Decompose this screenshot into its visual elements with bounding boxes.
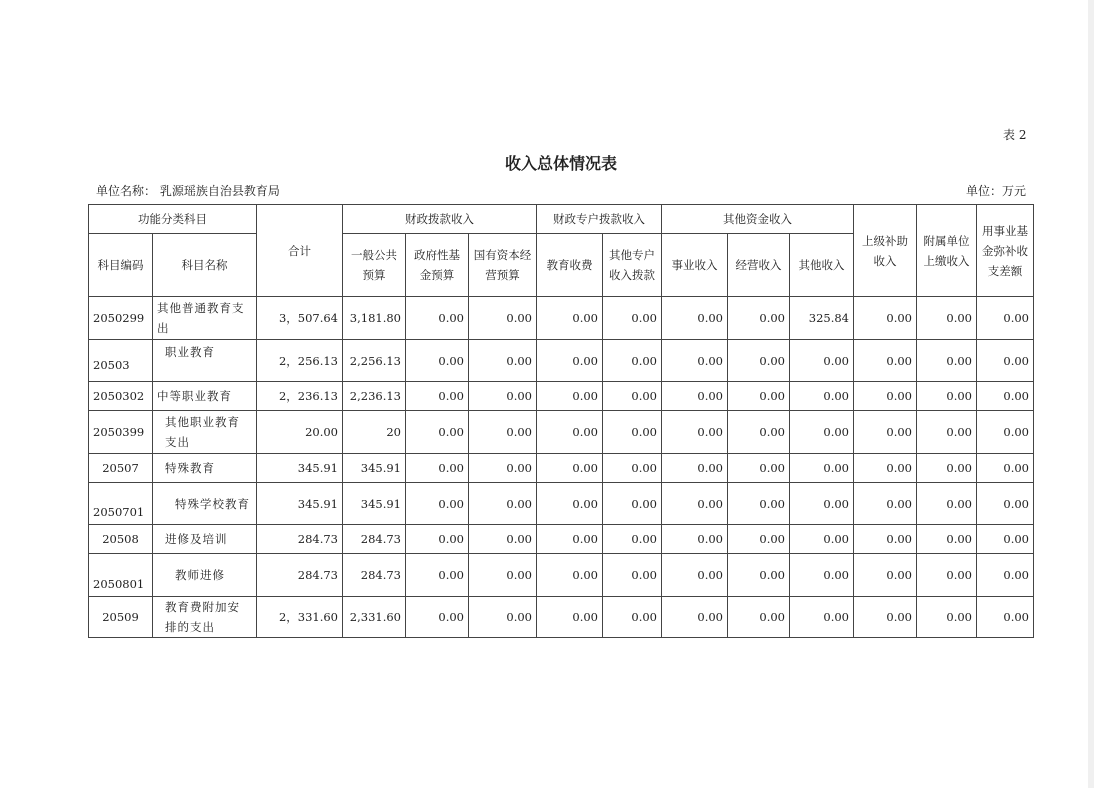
cell-fund-offset: 0.00 — [977, 483, 1034, 525]
cell-business-income: 0.00 — [662, 297, 728, 340]
unit-name-label: 单位名称： — [96, 184, 157, 198]
table-row — [89, 411, 1034, 454]
cell-operating-income: 0.00 — [728, 597, 790, 638]
cell-total: 284.73 — [257, 525, 343, 554]
cell-total: 345.91 — [257, 454, 343, 483]
cell-superior-subsidy: 0.00 — [854, 597, 917, 638]
header-other-income: 其他收入 — [790, 234, 854, 297]
cell-fund-offset: 0.00 — [977, 597, 1034, 638]
header-name: 科目名称 — [153, 234, 257, 297]
cell-other-income: 0.00 — [790, 483, 854, 525]
cell-gov-fund: 0.00 — [406, 454, 469, 483]
header-func-class: 功能分类科目 — [89, 205, 257, 234]
header-general-public: 一般公共预算 — [343, 234, 406, 297]
cell-operating-income: 0.00 — [728, 525, 790, 554]
cell-operating-income: 0.00 — [728, 297, 790, 340]
cell-operating-income: 0.00 — [728, 382, 790, 411]
header-code: 科目编码 — [89, 234, 153, 297]
cell-general-public: 284.73 — [343, 525, 406, 554]
unit-name — [96, 182, 280, 199]
cell-gov-fund: 0.00 — [406, 340, 469, 382]
cell-affiliated-remit: 0.00 — [917, 525, 977, 554]
row-code: 20508 — [89, 525, 153, 554]
header-superior-subsidy: 上级补助收入 — [854, 205, 917, 297]
cell-superior-subsidy: 0.00 — [854, 297, 917, 340]
cell-edu-fee: 0.00 — [537, 454, 603, 483]
header-other-special: 其他专户收入拨款 — [603, 234, 662, 297]
cell-other-income: 0.00 — [790, 525, 854, 554]
cell-gov-fund: 0.00 — [406, 382, 469, 411]
cell-edu-fee: 0.00 — [537, 483, 603, 525]
cell-business-income: 0.00 — [662, 554, 728, 597]
cell-other-special: 0.00 — [603, 411, 662, 454]
cell-state-capital: 0.00 — [469, 411, 537, 454]
cell-general-public: 20 — [343, 411, 406, 454]
cell-fund-offset: 0.00 — [977, 554, 1034, 597]
cell-total: 3，507.64 — [257, 297, 343, 340]
header-fiscal: 财政拨款收入 — [343, 205, 537, 234]
cell-other-special: 0.00 — [603, 297, 662, 340]
cell-total: 2，331.60 — [257, 597, 343, 638]
cell-edu-fee: 0.00 — [537, 525, 603, 554]
cell-operating-income: 0.00 — [728, 454, 790, 483]
cell-edu-fee: 0.00 — [537, 382, 603, 411]
cell-other-special: 0.00 — [603, 597, 662, 638]
income-summary-table — [88, 204, 1034, 638]
cell-operating-income: 0.00 — [728, 411, 790, 454]
cell-general-public: 284.73 — [343, 554, 406, 597]
cell-general-public: 2,256.13 — [343, 340, 406, 382]
cell-state-capital: 0.00 — [469, 554, 537, 597]
cell-business-income: 0.00 — [662, 454, 728, 483]
cell-general-public: 345.91 — [343, 454, 406, 483]
cell-other-income: 0.00 — [790, 454, 854, 483]
row-code: 2050302 — [89, 382, 153, 411]
table-row — [89, 382, 1034, 411]
row-code: 2050299 — [89, 297, 153, 340]
cell-fund-offset: 0.00 — [977, 297, 1034, 340]
cell-edu-fee: 0.00 — [537, 340, 603, 382]
cell-other-special: 0.00 — [603, 454, 662, 483]
row-code: 20507 — [89, 454, 153, 483]
row-code: 20509 — [89, 597, 153, 638]
row-name: 中等职业教育 — [153, 382, 257, 411]
cell-fund-offset: 0.00 — [977, 454, 1034, 483]
table-number: 表 2 — [1003, 128, 1027, 142]
cell-superior-subsidy: 0.00 — [854, 411, 917, 454]
header-fund-offset: 用事业基金弥补收支差额 — [977, 205, 1034, 297]
cell-edu-fee: 0.00 — [537, 597, 603, 638]
currency-unit: 单位：万元 — [966, 184, 1027, 198]
cell-state-capital: 0.00 — [469, 454, 537, 483]
row-name: 其他职业教育支出 — [153, 411, 257, 454]
cell-superior-subsidy: 0.00 — [854, 525, 917, 554]
cell-general-public: 2,331.60 — [343, 597, 406, 638]
header-fiscal-special: 财政专户拨款收入 — [537, 205, 662, 234]
table-row — [89, 597, 1034, 638]
cell-edu-fee: 0.00 — [537, 411, 603, 454]
row-name: 其他普通教育支出 — [153, 297, 257, 340]
cell-other-income: 0.00 — [790, 411, 854, 454]
scrollbar[interactable] — [1088, 0, 1094, 788]
cell-edu-fee: 0.00 — [537, 297, 603, 340]
cell-other-income: 0.00 — [790, 340, 854, 382]
header-operating-income: 经营收入 — [728, 234, 790, 297]
cell-edu-fee: 0.00 — [537, 554, 603, 597]
cell-gov-fund: 0.00 — [406, 411, 469, 454]
row-name: 教师进修 — [153, 554, 257, 597]
cell-total: 20.00 — [257, 411, 343, 454]
cell-superior-subsidy: 0.00 — [854, 483, 917, 525]
header-state-capital: 国有资本经营预算 — [469, 234, 537, 297]
cell-superior-subsidy: 0.00 — [854, 340, 917, 382]
row-name: 职业教育 — [153, 340, 257, 382]
header-total: 合计 — [257, 205, 343, 297]
cell-affiliated-remit: 0.00 — [917, 554, 977, 597]
cell-fund-offset: 0.00 — [977, 382, 1034, 411]
header-gov-fund: 政府性基金预算 — [406, 234, 469, 297]
table-row — [89, 483, 1034, 525]
cell-business-income: 0.00 — [662, 340, 728, 382]
table-row — [89, 340, 1034, 382]
table-row — [89, 554, 1034, 597]
header-edu-fee: 教育收费 — [537, 234, 603, 297]
cell-business-income: 0.00 — [662, 597, 728, 638]
cell-other-income: 0.00 — [790, 554, 854, 597]
cell-affiliated-remit: 0.00 — [917, 340, 977, 382]
cell-fund-offset: 0.00 — [977, 525, 1034, 554]
cell-superior-subsidy: 0.00 — [854, 454, 917, 483]
cell-other-income: 325.84 — [790, 297, 854, 340]
cell-general-public: 2,236.13 — [343, 382, 406, 411]
table-row — [89, 454, 1034, 483]
cell-total: 345.91 — [257, 483, 343, 525]
cell-operating-income: 0.00 — [728, 554, 790, 597]
cell-affiliated-remit: 0.00 — [917, 454, 977, 483]
cell-other-income: 0.00 — [790, 382, 854, 411]
cell-general-public: 345.91 — [343, 483, 406, 525]
cell-total: 284.73 — [257, 554, 343, 597]
cell-state-capital: 0.00 — [469, 297, 537, 340]
cell-total: 2，256.13 — [257, 340, 343, 382]
row-name: 特殊教育 — [153, 454, 257, 483]
cell-affiliated-remit: 0.00 — [917, 483, 977, 525]
cell-total: 2，236.13 — [257, 382, 343, 411]
cell-fund-offset: 0.00 — [977, 411, 1034, 454]
cell-gov-fund: 0.00 — [406, 525, 469, 554]
cell-superior-subsidy: 0.00 — [854, 382, 917, 411]
cell-other-special: 0.00 — [603, 340, 662, 382]
cell-operating-income: 0.00 — [728, 340, 790, 382]
row-name: 特殊学校教育 — [153, 483, 257, 525]
cell-fund-offset: 0.00 — [977, 340, 1034, 382]
row-code: 2050801 — [89, 554, 153, 597]
unit-name-value: 乳源瑶族自治县教育局 — [159, 184, 280, 198]
page-title: 收入总体情况表 — [504, 154, 617, 173]
header-business-income: 事业收入 — [662, 234, 728, 297]
cell-business-income: 0.00 — [662, 382, 728, 411]
cell-gov-fund: 0.00 — [406, 597, 469, 638]
header-other-funds: 其他资金收入 — [662, 205, 854, 234]
row-code: 2050701 — [89, 483, 153, 525]
cell-other-special: 0.00 — [603, 483, 662, 525]
row-code: 2050399 — [89, 411, 153, 454]
cell-other-income: 0.00 — [790, 597, 854, 638]
cell-superior-subsidy: 0.00 — [854, 554, 917, 597]
cell-other-special: 0.00 — [603, 525, 662, 554]
table-row — [89, 297, 1034, 340]
cell-general-public: 3,181.80 — [343, 297, 406, 340]
cell-affiliated-remit: 0.00 — [917, 597, 977, 638]
row-code: 20503 — [89, 340, 153, 382]
cell-state-capital: 0.00 — [469, 382, 537, 411]
row-name: 进修及培训 — [153, 525, 257, 554]
table-row — [89, 525, 1034, 554]
cell-other-special: 0.00 — [603, 382, 662, 411]
cell-state-capital: 0.00 — [469, 597, 537, 638]
cell-gov-fund: 0.00 — [406, 483, 469, 525]
cell-state-capital: 0.00 — [469, 340, 537, 382]
row-name: 教育费附加安排的支出 — [153, 597, 257, 638]
cell-business-income: 0.00 — [662, 483, 728, 525]
cell-state-capital: 0.00 — [469, 525, 537, 554]
cell-affiliated-remit: 0.00 — [917, 411, 977, 454]
header-affiliated-remit: 附属单位上缴收入 — [917, 205, 977, 297]
cell-gov-fund: 0.00 — [406, 554, 469, 597]
cell-business-income: 0.00 — [662, 525, 728, 554]
cell-other-special: 0.00 — [603, 554, 662, 597]
cell-business-income: 0.00 — [662, 411, 728, 454]
cell-affiliated-remit: 0.00 — [917, 382, 977, 411]
cell-operating-income: 0.00 — [728, 483, 790, 525]
cell-gov-fund: 0.00 — [406, 297, 469, 340]
cell-affiliated-remit: 0.00 — [917, 297, 977, 340]
cell-state-capital: 0.00 — [469, 483, 537, 525]
